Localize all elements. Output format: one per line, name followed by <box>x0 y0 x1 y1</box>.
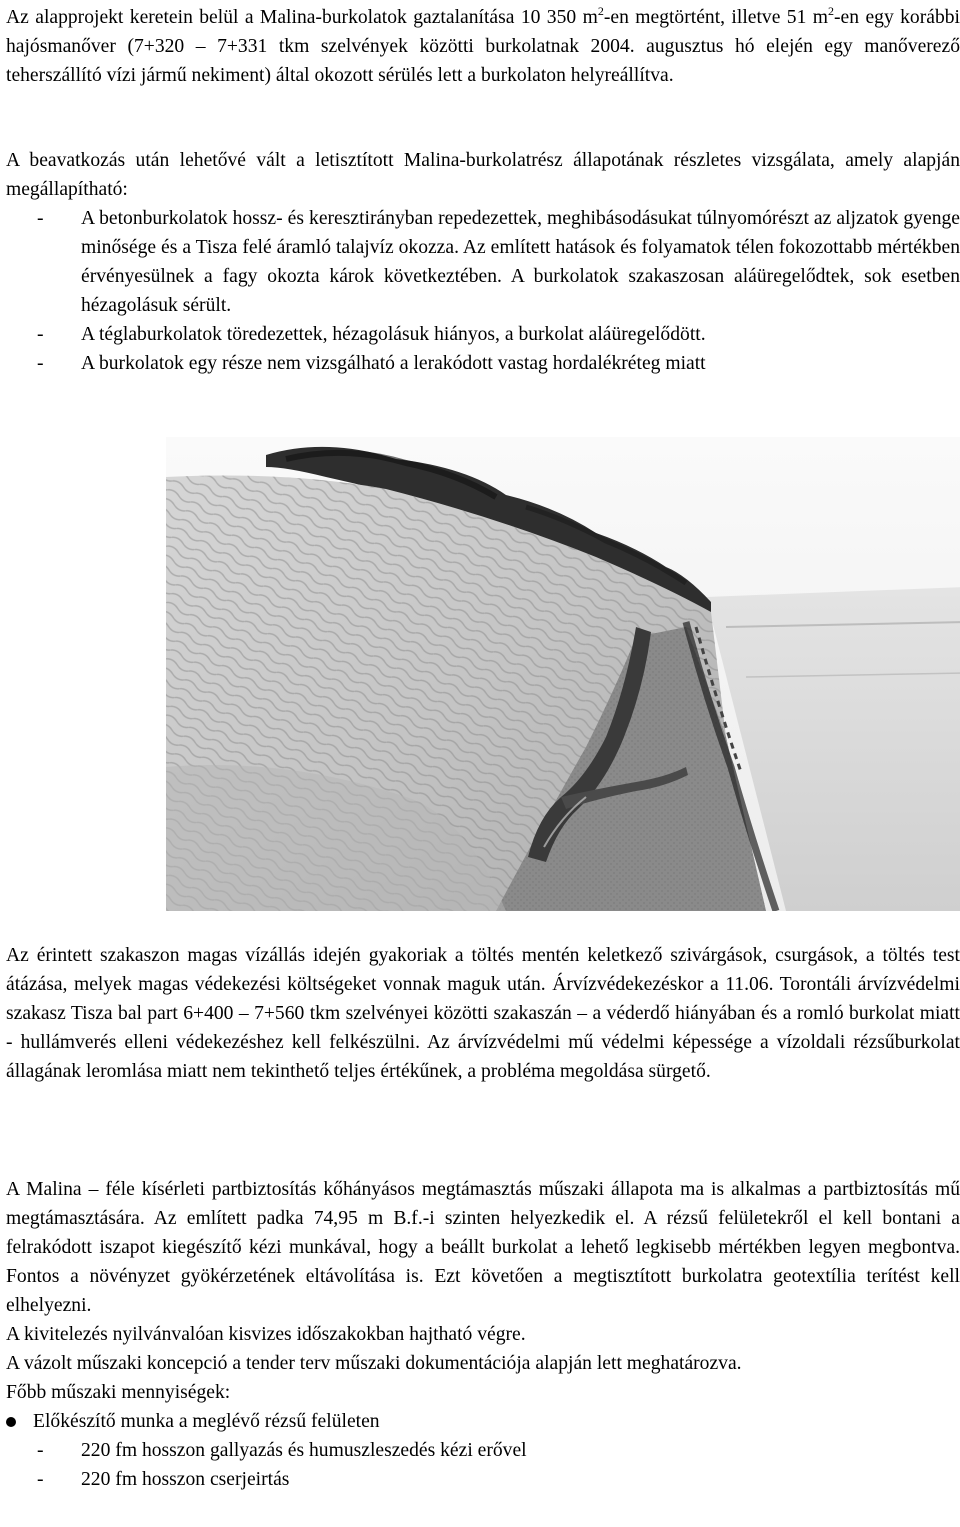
finding-item <box>6 349 960 378</box>
concept-line: A vázolt műszaki koncepció a tender terv műszaki dokumentációja alapján lett meghatározva. <box>6 1353 742 1374</box>
superscript-2a: 2 <box>597 4 604 18</box>
malina-section <box>6 1175 960 1494</box>
intro-paragraph <box>6 3 960 90</box>
finding-text: A burkolatok egy része nem vizsgálható a lerakódott vastag hordalékréteg miatt <box>81 353 706 374</box>
sub-item <box>6 1436 960 1465</box>
para1-text-a: Az alapprojekt keretein belül a Malina-burkolatok gaztalanítása 10 350 m <box>6 7 598 28</box>
bullet-item <box>6 1407 960 1436</box>
dash-marker: - <box>37 1440 44 1461</box>
para1-text-b: -en megtörtént, illetve 51 m <box>603 7 829 28</box>
sub-item <box>6 1465 960 1494</box>
finding-text: A téglaburkolatok töredezettek, hézagolásuk hiányos, a burkolat aláüregelődött. <box>81 324 706 345</box>
finding-text: A betonburkolatok hossz- és keresztirányban repedezettek, meghibásodásukat túlnyomórészt az aljzatok gyenge minősége és a Tisza felé áramló talajvíz okozza. Az említett hatások és folyamatok télen fokozottabb mértékben érvényesülnek a fagy okozta károk következtében. A burkolatok szakaszosan aláüregelődtek, sok esetben hézagolásuk sérült. <box>81 208 960 316</box>
inspection-intro: A beavatkozás után lehetővé vált a letisztított Malina-burkolatrész állapotának részletes vizsgálata, amely alapján megállapítható: <box>6 150 960 200</box>
malina-paragraph: A Malina – féle kísérleti partbiztosítás kőhányásos megtámasztás műszaki állapota ma is alkalmas a partbiztosítás mű megtámasztására. Az említett padka 74,95 m B.f.-i szinten helyezkedik el. A rézsű felületekről el kell bontani a felrakódott iszapot kiegészítő kézi munkával, hogy a beállt burkolat a lehető legkisebb mértékben legyen megbontva. Fontos a növényzet gyökérzetének eltávolítása is. Ezt követően a megtisztított burkolatra geotextília terítést kell elhelyezni. <box>6 1179 960 1316</box>
flood-protection-paragraph: Az érintett szakaszon magas vízállás idején gyakoriak a töltés mentén keletkező szivárgások, csurgások, a töltés test átázása, melyek magas védekezési költségeket vonnak maguk után. Árvízvédekezéskor a 11.06. Torontáli árvízvédelmi szakasz Tisza bal part 6+400 – 7+560 tkm szelvényei közötti szakaszán – a véderdő hiányában és a romló burkolat miatt - hullámverés elleni védekezéshez kell felkészülni. Az árvízvédelmi mű védelmi képessége a vízoldali rézsűburkolat állagának leromlása miatt nem tekinthető teljes értékűnek, a probléma megoldása sürgető. <box>6 945 960 1082</box>
dash-marker: - <box>37 353 44 374</box>
bullet-text: Előkészítő munka a meglévő rézsű felületen <box>33 1411 380 1432</box>
bullet-dot-icon <box>6 1417 16 1427</box>
sub-item-text: 220 fm hosszon gallyazás és humuszleszedés kézi erővel <box>81 1440 527 1461</box>
finding-item <box>6 320 960 349</box>
superscript-2b: 2 <box>828 4 835 18</box>
execution-line: A kivitelezés nyilvánvalóan kisvizes időszakokban hajtható végre. <box>6 1324 526 1345</box>
embankment-photo <box>166 437 960 911</box>
dash-marker: - <box>37 1469 44 1490</box>
finding-item <box>6 204 960 320</box>
quantities-heading: Főbb műszaki mennyiségek: <box>6 1382 231 1403</box>
para1-text-c: -en egy korábbi hajósmanőver (7+320 – 7+331 tkm szelvények közötti burkolatnak 2004. augusztus hó elején egy manőverező teherszállító vízi jármű nekiment) által okozott sérülés lett a burkolaton helyreállítva. <box>6 7 960 86</box>
dash-marker: - <box>37 324 44 345</box>
inspection-section <box>6 146 960 378</box>
dash-marker: - <box>37 208 44 229</box>
sub-item-text: 220 fm hosszon cserjeirtás <box>81 1469 290 1490</box>
